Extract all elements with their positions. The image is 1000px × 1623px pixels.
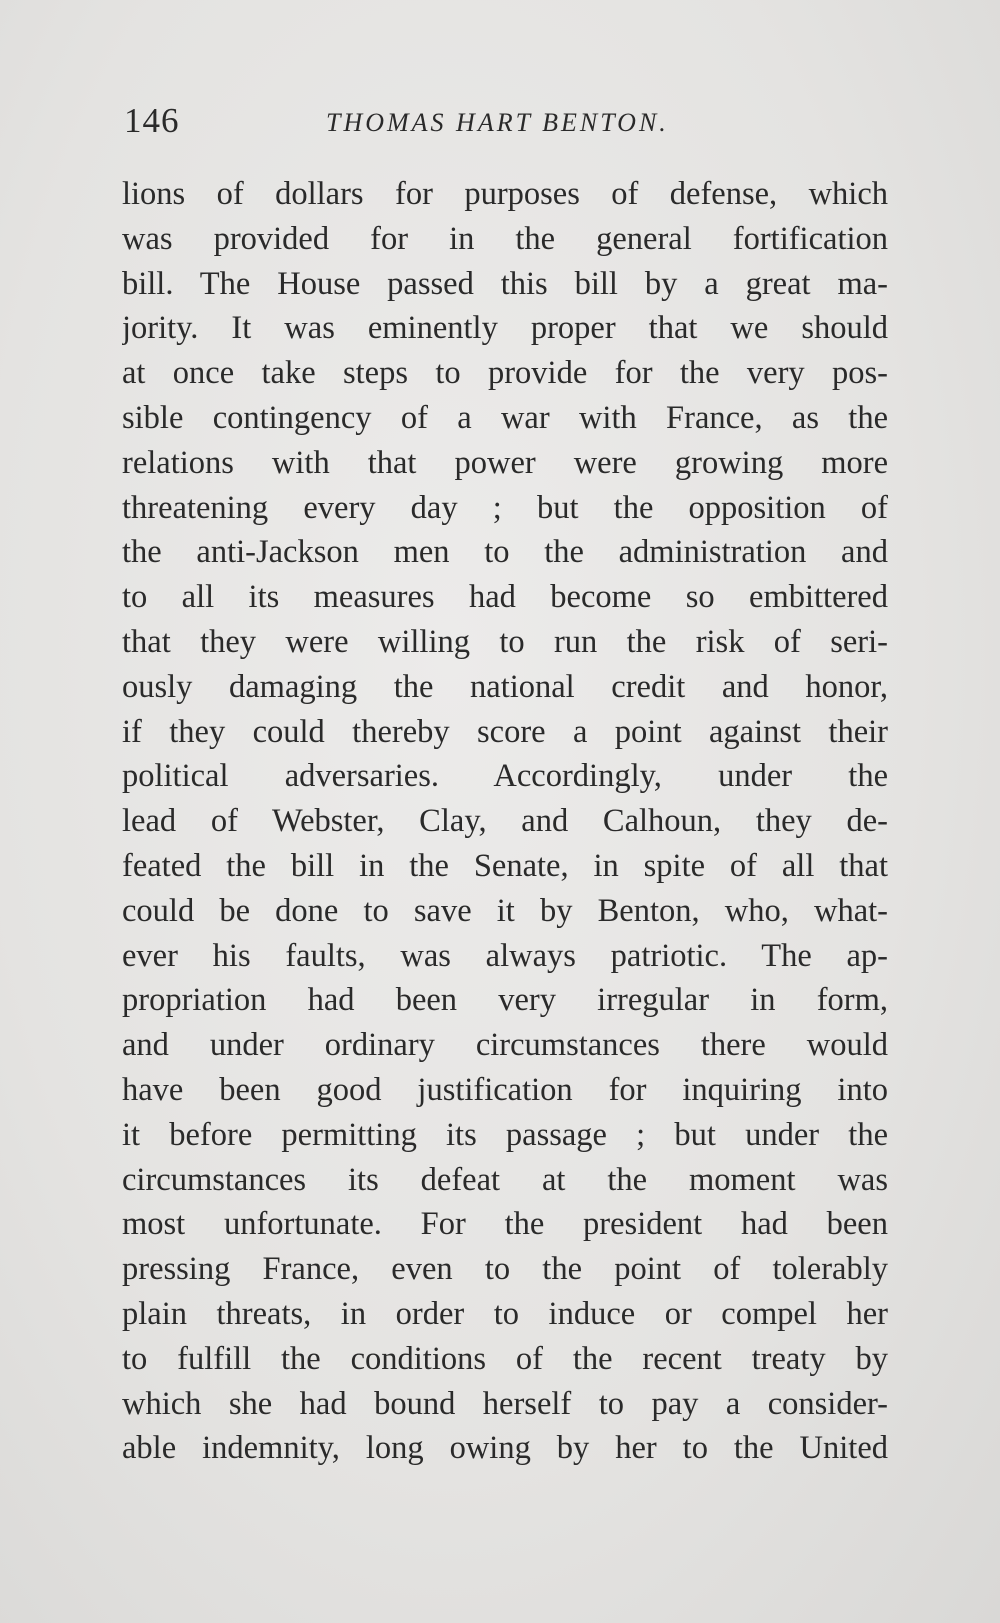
text-line: relations with that power were growing more [122,444,888,481]
text-line: and under ordinary circumstances there would [122,1027,888,1064]
text-line: ever his faults, was always patriotic. The ap- [122,937,888,974]
body-text [122,172,888,1471]
text-line: have been good justification for inquiring into [122,1071,888,1108]
page-header [124,96,884,146]
text-line: that they were willing to run the risk of seri- [122,623,888,660]
text-line: to all its measures had become so embittered [122,579,888,616]
text-line: bill. The House passed this bill by a great ma- [122,265,888,302]
running-head: THOMAS HART BENTON. [326,108,669,137]
text-line: sible contingency of a war with France, as the [122,399,888,436]
page-number: 146 [124,101,180,140]
text-line: lead of Webster, Clay, and Calhoun, they de- [122,803,888,840]
text-line: lions of dollars for purposes of defense, which [122,176,888,212]
text-line: most unfortunate. For the president had been [122,1206,888,1243]
text-line: the anti-Jackson men to the administration and [122,534,888,571]
text-line: feated the bill in the Senate, in spite of all that [122,847,888,884]
text-line: to fulfill the conditions of the recent treaty by [122,1340,888,1377]
text-line: was provided for in the general fortification [122,220,888,257]
text-line: it before permitting its passage ; but under the [122,1116,888,1153]
text-line: jority. It was eminently proper that we should [122,310,888,347]
text-line: if they could thereby score a point against their [122,713,888,750]
text-line: circumstances its defeat at the moment was [122,1161,888,1198]
text-line: at once take steps to provide for the very pos- [122,355,888,392]
text-line: threatening every day ; but the opposition of [122,489,888,526]
text-line: ously damaging the national credit and honor, [122,668,888,705]
text-line: pressing France, even to the point of tolerably [122,1251,888,1288]
text-line: propriation had been very irregular in form, [122,982,888,1019]
text-line: political adversaries. Accordingly, under the [122,758,888,795]
text-line: which she had bound herself to pay a consider- [122,1385,888,1422]
text-line: could be done to save it by Benton, who, what- [122,892,888,929]
text-line: able indemnity, long owing by her to the United [122,1430,888,1467]
text-line: plain threats, in order to induce or compel her [122,1295,888,1332]
